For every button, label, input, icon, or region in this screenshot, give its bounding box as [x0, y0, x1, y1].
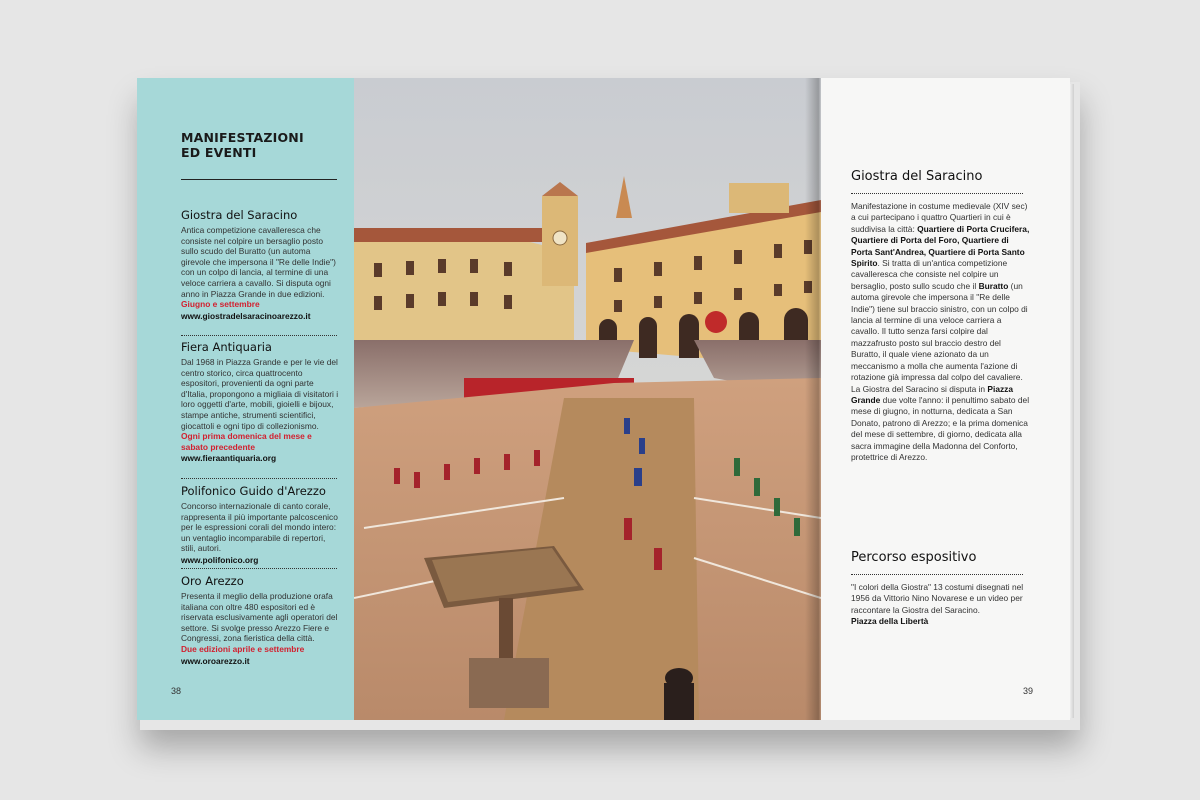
event-title: Oro Arezzo — [181, 574, 244, 588]
giostra-text-1: Manifestazione in costume medievale (XIV sec) a cui partecipano i quattro Quartieri in cui è suddivisa la città: — [851, 201, 1028, 234]
giostra-text-3: (un automa girevole che impersona il "Re delle Indie") tiene sul braccio sinistro, con un colpo di lancia al termine di una veloce carriera a cavallo. Il tutto senza farsi colpire dal mazzafrusto posto sul braccio destro del Buratto, il quale viene azionato da un meccanismo a molla che aumenta l'azione di rotazione già impressa dal colpo del cavaliere. La Giostra del Saracino si disputa in — [851, 280, 1028, 394]
event-giostra — [181, 208, 341, 322]
quartieri-list: Quartiere di Porta Crucifera, Quartiere di Porta del Foro, Quartiere di Porta Sant'Andrea, Quartiere di Porta Santo Spirito — [851, 223, 1030, 269]
event-description: Antica competizione cavalleresca che consiste nel colpire un bersaglio posto sullo scudo del Buratto (un automa girevole che impersona il "Re delle Indie") con un colpo di lancia, al termine di una veloce carriera a cavallo. Si disputa ogni anno in Piazza Grande in due edizioni. — [181, 225, 336, 299]
buratto-term: Buratto — [978, 280, 1009, 291]
page-number-right: 39 — [1023, 686, 1034, 696]
section-title — [181, 130, 341, 160]
page-number-left: 38 — [171, 686, 182, 696]
dotted-divider — [851, 574, 1023, 575]
giostra-text-4: due volte l'anno: il penultimo sabato del mese di giugno, in notturna, dedicata a San Donato, patrono di Arezzo; e la prima domenica del mese di settembre, di giorno, dedicata alla sacra immagine della Madonna del Conforto, protettrice di Arezzo. — [851, 394, 1030, 462]
open-brochure — [137, 78, 1070, 720]
event-polifonico — [181, 484, 341, 566]
event-link[interactable]: www.oroarezzo.it — [181, 655, 250, 666]
section-title-line2: ED EVENTI — [181, 145, 257, 160]
event-description: Presenta il meglio della produzione orafa italiana con oltre 480 espositori ed è riservata esclusivamente agli operatori del settore. Si svolge presso Arezzo Fiere e Congressi, zona fieristica della città. — [181, 591, 338, 644]
dotted-divider — [181, 335, 337, 336]
event-dates: Giugno e settembre — [181, 299, 260, 310]
event-link[interactable]: www.giostradelsaracinoarezzo.it — [181, 310, 311, 321]
percorso-text: "I colori della Giostra" 13 costumi disegnati nel 1956 da Vittorio Nino Novarese e un video per raccontare la Giostra del Saracino. — [851, 582, 1024, 615]
piazza-grande-photo — [354, 78, 821, 720]
event-description: Concorso internazionale di canto corale, rappresenta il più importante palcoscenico per le espressioni corali del mondo intero: un ventaglio incomparabile di repertori, stili, autori. — [181, 501, 338, 554]
event-title: Fiera Antiquaria — [181, 340, 272, 354]
giostra-description — [851, 201, 1031, 463]
dotted-divider — [851, 193, 1023, 194]
right-page — [821, 78, 1070, 720]
event-link[interactable]: www.fieraantiquaria.org — [181, 453, 277, 464]
dotted-divider — [181, 478, 337, 479]
event-oro-arezzo — [181, 574, 341, 667]
event-title: Giostra del Saracino — [181, 208, 298, 222]
event-fiera — [181, 340, 341, 464]
giostra-title: Giostra del Saracino — [851, 169, 983, 184]
percorso-title: Percorso espositivo — [851, 550, 977, 565]
section-title-line1: MANIFESTAZIONI — [181, 130, 304, 145]
event-link[interactable]: www.polifonico.org — [181, 554, 259, 565]
event-description: Dal 1968 in Piazza Grande e per le vie del centro storico, circa quattrocento espositori, provenienti da ogni parte d'Italia, propongono a migliaia di visitatori i loro oggetti d'arte, mobili, gioielli e bijoux, stampe antiche, strumenti scientifici, giocattoli e ogni tipo di collezionismo. — [181, 357, 339, 431]
section-divider — [181, 179, 337, 180]
photo-illustration — [354, 78, 821, 720]
giostra-text-2: . Si tratta di un'antica competizione cavalleresca che consiste nel colpire un bersaglio, posto sullo scudo che il — [851, 258, 1008, 291]
dotted-divider — [181, 568, 337, 569]
event-dates: Ogni prima domenica del mese e sabato precedente — [181, 431, 312, 452]
event-title: Polifonico Guido d'Arezzo — [181, 484, 326, 498]
piazza-grande-term: Piazza Grande — [851, 383, 1014, 405]
percorso-place: Piazza della Libertà — [851, 616, 929, 627]
event-dates: Due edizioni aprile e settembre — [181, 643, 305, 654]
left-page-panel — [137, 78, 354, 720]
percorso-description — [851, 582, 1031, 628]
